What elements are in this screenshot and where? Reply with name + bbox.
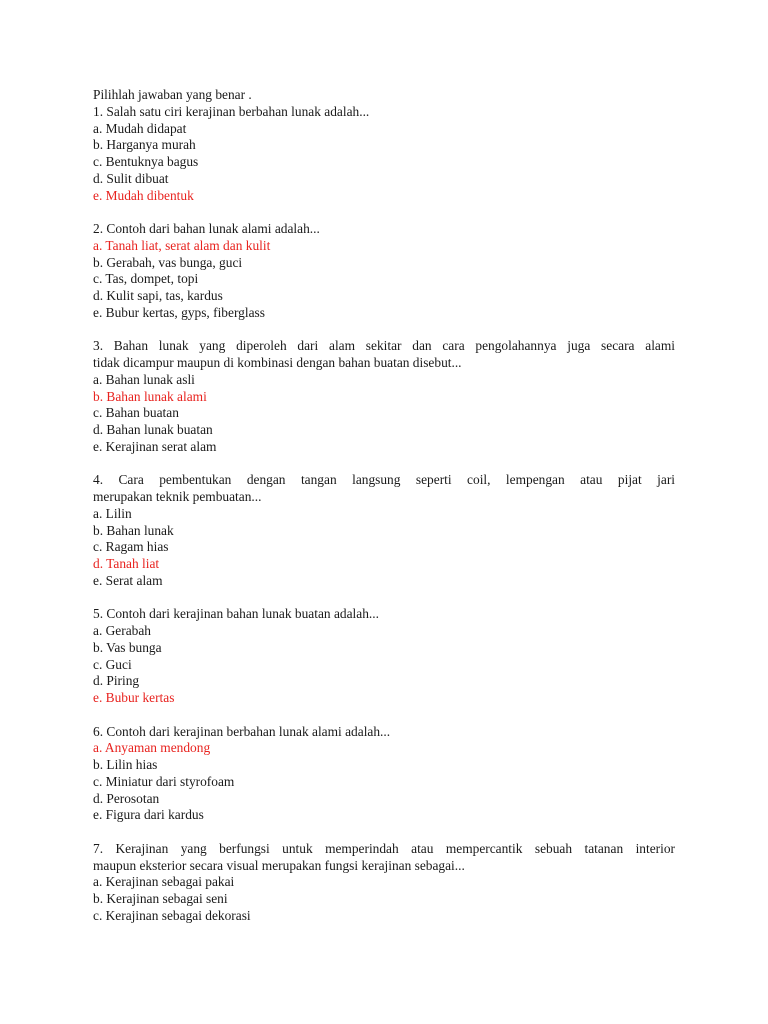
answer-option: d. Bahan lunak buatan (93, 422, 213, 437)
answer-option: c. Ragam hias (93, 539, 169, 555)
question-text: 2. Contoh dari bahan lunak alami adalah... (93, 221, 320, 236)
quiz-document (93, 87, 675, 925)
answer-option: b. Kerajinan sebagai seni (93, 891, 228, 906)
answer-option-correct: a. Anyaman mendong (93, 740, 211, 756)
question-spacer (93, 707, 675, 724)
question-text: 5. Contoh dari kerajinan bahan lunak buatan adalah... (93, 606, 379, 622)
answer-option: b. Bahan lunak (93, 522, 174, 538)
question-text: 7. Kerajinan yang berfungsi untuk memperindah atau mempercantik sebuah tatanan interior (93, 840, 675, 856)
answer-option: b. Lilin hias (93, 757, 158, 772)
question-list (93, 104, 675, 925)
question-block (93, 606, 675, 707)
answer-option-correct: b. Bahan lunak alami (93, 388, 207, 404)
answer-option: c. Guci (93, 656, 132, 672)
answer-option: c. Kerajinan sebagai dekorasi (93, 907, 251, 923)
answer-option: e. Bubur kertas, gyps, fiberglass (93, 304, 265, 320)
answer-option: c. Bentuknya bagus (93, 154, 199, 169)
answer-option: a. Gerabah (93, 623, 151, 638)
answer-option-correct: e. Bubur kertas (93, 690, 175, 705)
answer-option: c. Miniatur dari styrofoam (93, 773, 235, 789)
answer-option: c. Bahan buatan (93, 405, 179, 421)
answer-option: a. Kerajinan sebagai pakai (93, 874, 235, 890)
instruction: Pilihlah jawaban yang benar . (93, 87, 252, 102)
question-text: 1. Salah satu ciri kerajinan berbahan lunak adalah... (93, 103, 370, 119)
question-block (93, 338, 675, 455)
question-spacer (93, 204, 675, 221)
question-text: maupun eksterior secara visual merupakan fungsi kerajinan sebagai... (93, 857, 465, 873)
answer-option-correct: e. Mudah dibentuk (93, 187, 194, 203)
question-block (93, 104, 675, 205)
answer-option-correct: d. Tanah liat (93, 556, 160, 571)
answer-option: a. Mudah didapat (93, 120, 187, 136)
answer-option: a. Bahan lunak asli (93, 371, 195, 387)
question-spacer (93, 456, 675, 473)
answer-option: b. Vas bunga (93, 639, 162, 655)
question-spacer (93, 590, 675, 607)
answer-option: e. Kerajinan serat alam (93, 438, 217, 454)
question-spacer (93, 322, 675, 339)
question-block (93, 472, 675, 589)
question-text: 6. Contoh dari kerajinan berbahan lunak alami adalah... (93, 723, 391, 739)
answer-option: d. Kulit sapi, tas, kardus (93, 288, 223, 303)
answer-option: e. Figura dari kardus (93, 807, 204, 823)
answer-option: d. Sulit dibuat (93, 170, 169, 186)
answer-option: b. Gerabah, vas bunga, guci (93, 254, 243, 270)
question-block (93, 841, 675, 925)
answer-option-correct: a. Tanah liat, serat alam dan kulit (93, 237, 271, 253)
question-text: 4. Cara pembentukan dengan tangan langsung seperti coil, lempengan atau pijat jari (93, 472, 675, 488)
answer-option: c. Tas, dompet, topi (93, 271, 199, 287)
answer-option: a. Lilin (93, 505, 132, 521)
question-text: merupakan teknik pembuatan... (93, 489, 262, 504)
question-block (93, 724, 675, 825)
question-spacer (93, 824, 675, 841)
question-block (93, 221, 675, 322)
answer-option: e. Serat alam (93, 572, 163, 588)
question-text: tidak dicampur maupun di kombinasi dengan bahan buatan disebut... (93, 355, 462, 370)
answer-option: b. Harganya murah (93, 137, 196, 153)
answer-option: d. Perosotan (93, 790, 160, 806)
answer-option: d. Piring (93, 673, 140, 689)
question-text: 3. Bahan lunak yang diperoleh dari alam sekitar dan cara pengolahannya juga secara alami (93, 338, 675, 354)
